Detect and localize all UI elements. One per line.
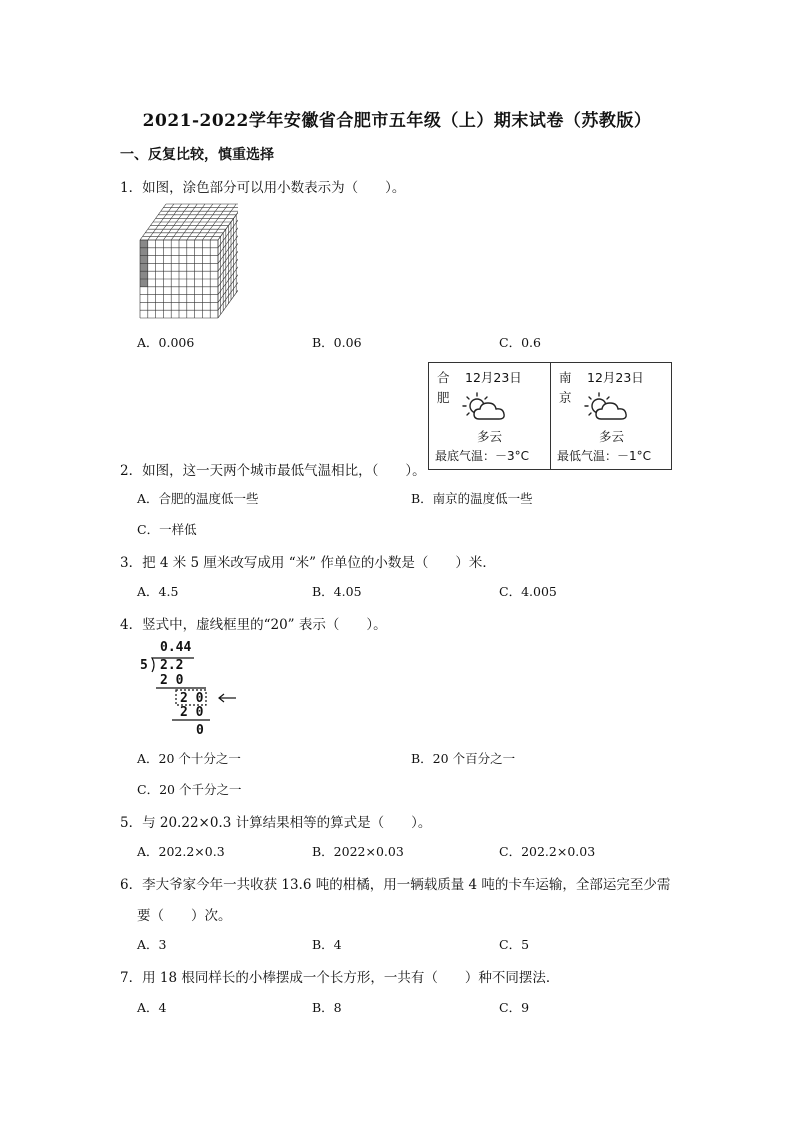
question-6-text-cont: 要（ ）次。 [137, 908, 232, 924]
q5-option-a[interactable]: A．202.2×0.3 [137, 844, 225, 859]
q2-option-a[interactable]: A．合肥的温度低一些 [137, 491, 259, 506]
division-divisor: 5 [140, 658, 148, 673]
q1-option-c[interactable]: C．0.6 [499, 335, 541, 350]
weather-condition: 多云 [476, 429, 502, 444]
cube-figure [138, 200, 238, 348]
question-3-text: 3．把 4 米 5 厘米改写成用 “米” 作单位的小数是（ ）米． [120, 555, 496, 571]
q1-option-b[interactable]: B．0.06 [312, 335, 362, 350]
q4-option-b[interactable]: B．20 个百分之一 [411, 751, 516, 766]
city-name: 合肥 [437, 370, 450, 405]
city-name: 南京 [559, 370, 572, 405]
q4-option-a[interactable]: A．20 个十分之一 [137, 751, 241, 766]
division-remainder: 0 [196, 723, 204, 738]
section-heading: 一、反复比较，慎重选择 [120, 147, 274, 163]
q7-option-c[interactable]: C．9 [499, 1000, 530, 1015]
question-6-text: 6．李大爷家今年一共收获 13.6 吨的柑橘，用一辆载质量 4 吨的卡车运输，全部运完至少需 [120, 877, 671, 893]
q3-option-a[interactable]: A．4.5 [137, 584, 179, 599]
weather-temp: 最底气温：－3°C [435, 449, 530, 463]
question-4-text: 4．竖式中，虚线框里的“20” 表示（ ）。 [120, 617, 387, 633]
division-dividend: 2.2 [160, 658, 184, 673]
weather-temp: 最低气温：－1°C [557, 449, 652, 463]
question-2-text: 2．如图，这一天两个城市最低气温相比，（ ）。 [120, 463, 426, 479]
q4-option-c[interactable]: C．20 个千分之一 [137, 782, 242, 797]
weather-card-hefei [429, 363, 551, 469]
long-division-figure [138, 638, 248, 738]
question-5-text: 5．与 20.22×0.3 计算结果相等的算式是（ ）。 [120, 815, 432, 831]
page-title: 2021-2022学年安徽省合肥市五年级（上）期末试卷（苏教版） [142, 111, 652, 131]
q2-option-b[interactable]: B．南京的温度低一些 [411, 491, 533, 506]
q1-option-a[interactable]: A．0.006 [137, 335, 195, 350]
q5-option-b[interactable]: B．2022×0.03 [312, 844, 404, 859]
division-step2: 2 0 [180, 705, 204, 720]
q2-option-c[interactable]: C．一样低 [137, 522, 197, 537]
weather-card-nanjing [551, 363, 672, 469]
partly-cloudy-icon [459, 391, 515, 425]
weather-figure [428, 362, 672, 470]
q3-option-c[interactable]: C．4.005 [499, 584, 557, 599]
division-step1: 2 0 [160, 673, 184, 688]
q6-option-c[interactable]: C．5 [499, 937, 530, 952]
division-boxed-value: 2 0 [180, 691, 204, 706]
q6-option-a[interactable]: A．3 [137, 937, 167, 952]
weather-date: 12月23日 [465, 370, 522, 385]
q7-option-b[interactable]: B．8 [312, 1000, 342, 1015]
division-quotient: 0.44 [160, 640, 192, 655]
weather-condition: 多云 [598, 429, 624, 444]
q3-option-b[interactable]: B．4.05 [312, 584, 362, 599]
question-7-text: 7．用 18 根同样长的小棒摆成一个长方形，一共有（ ）种不同摆法． [120, 970, 560, 986]
partly-cloudy-icon [581, 391, 637, 425]
q5-option-c[interactable]: C．202.2×0.03 [499, 844, 596, 859]
q6-option-b[interactable]: B．4 [312, 937, 342, 952]
question-1-text: 1．如图，涂色部分可以用小数表示为（ ）。 [120, 180, 406, 196]
weather-date: 12月23日 [587, 370, 644, 385]
q7-option-a[interactable]: A．4 [137, 1000, 167, 1015]
